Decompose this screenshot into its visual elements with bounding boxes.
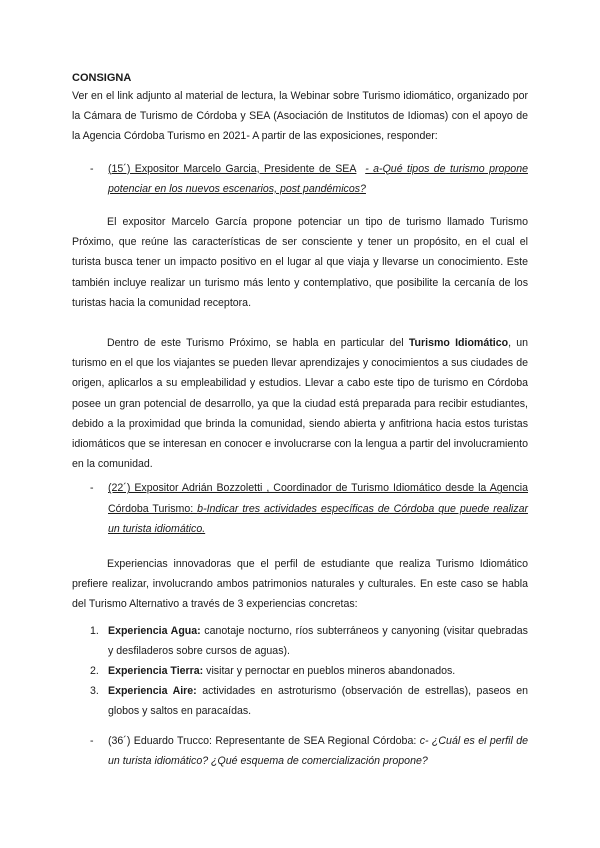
experience-text: actividades en astroturismo (observación de estrellas), paseos en globos y saltos en paracaídas.: [108, 685, 528, 718]
list-number: 1.: [90, 624, 99, 637]
list-item: [72, 621, 528, 661]
question-2: [72, 478, 528, 539]
answer-2-paragraph-1: Experiencias innovadoras que el perfil de estudiante que realiza Turismo Idiomático prefiere realizar, involucrando ambos patrimonios naturales y culturales. En este caso se habla del Turismo Alternativo a través de 3 experiencias concretas:: [72, 558, 528, 611]
question-2-text: b-Indicar tres actividades específicas de Córdoba que puede realizar un turista idiomático.: [108, 502, 528, 535]
experience-label: Experiencia Tierra:: [108, 665, 204, 678]
experience-text: canotaje nocturno, ríos subterráneos y canyoning (visitar quebradas y desfiladeros sobre cursos de aguas).: [108, 624, 528, 657]
answer-1-paragraph-1: El expositor Marcelo García propone potenciar un tipo de turismo llamado Turismo Próximo, que reúne las características de ser consciente y tener un propósito, en el cual el turista busca tener un impacto positivo en el lugar al que viaja y llevarse un conocimiento. Este también incluye realizar un turismo más lento y contemplativo, que posibilite la cercanía de los turistas hacia la comunidad receptora.: [72, 216, 528, 309]
question-3-speaker: (36´) Eduardo Trucco: Representante de SEA Regional Córdoba:: [108, 734, 420, 747]
experience-label: Experiencia Agua:: [108, 624, 201, 637]
question-1-speaker: (15´) Expositor Marcelo Garcia, Presidente de SEA: [108, 162, 357, 175]
list-number: 3.: [90, 685, 99, 698]
answer-1-text-before: Dentro de este Turismo Próximo, se habla en particular del: [107, 337, 409, 350]
list-item: [72, 661, 528, 681]
intro-paragraph: Ver en el link adjunto al material de lectura, la Webinar sobre Turismo idiomático, organizado por la Cámara de Turismo de Córdoba y SEA (Asociación de Institutos de Idiomas) con el apoyo de la Agencia Córdoba Turismo en 2021- A partir de las exposiciones, responder:: [72, 90, 528, 143]
page-title: CONSIGNA: [72, 72, 132, 84]
dash-bullet: -: [90, 482, 94, 495]
question-3-text: c- ¿Cuál es el perfil de un turista idiomático? ¿Qué esquema de comercialización propone?: [108, 734, 528, 767]
experience-text: visitar y pernoctar en pueblos mineros abandonados.: [203, 665, 456, 678]
experiences-list: [72, 621, 528, 722]
turismo-idiomatico-bold: Turismo Idiomático: [408, 337, 509, 350]
list-item: [72, 681, 528, 721]
experience-label: Experiencia Aire:: [108, 685, 197, 698]
question-1: [72, 159, 528, 199]
question-1-text: - a-Qué tipos de turismo propone potenciar en los nuevos escenarios, post pandémicos?: [108, 162, 528, 195]
list-number: 2.: [90, 665, 99, 678]
question-3: [72, 731, 528, 771]
answer-1-text-after: , un turismo en el que los viajantes se pueden llevar aprendizajes y conocimientos a sus ciudades de origen, aplicarlos a su empleabilidad y estudios. Llevar a cabo este tipo de turismo en Córdoba posee un gran potencial de desarrollo, ya que la ciudad está preparada para recibir estudiantes, debido a la proximidad que brinda la comunidad, siendo abierta y anfitriona hacia estos turistas idiomáticos que se interesan en conocer e involucrarse con la lengua a partir del involucramiento en la comunidad.: [72, 337, 529, 471]
answer-1-paragraph-2: [72, 333, 528, 474]
question-2-speaker: (22´) Expositor Adrián Bozzoletti , Coordinador de Turismo Idiomático desde la Agencia Córdoba Turismo:: [108, 482, 528, 515]
dash-bullet: -: [90, 162, 94, 175]
dash-bullet: -: [90, 734, 94, 747]
